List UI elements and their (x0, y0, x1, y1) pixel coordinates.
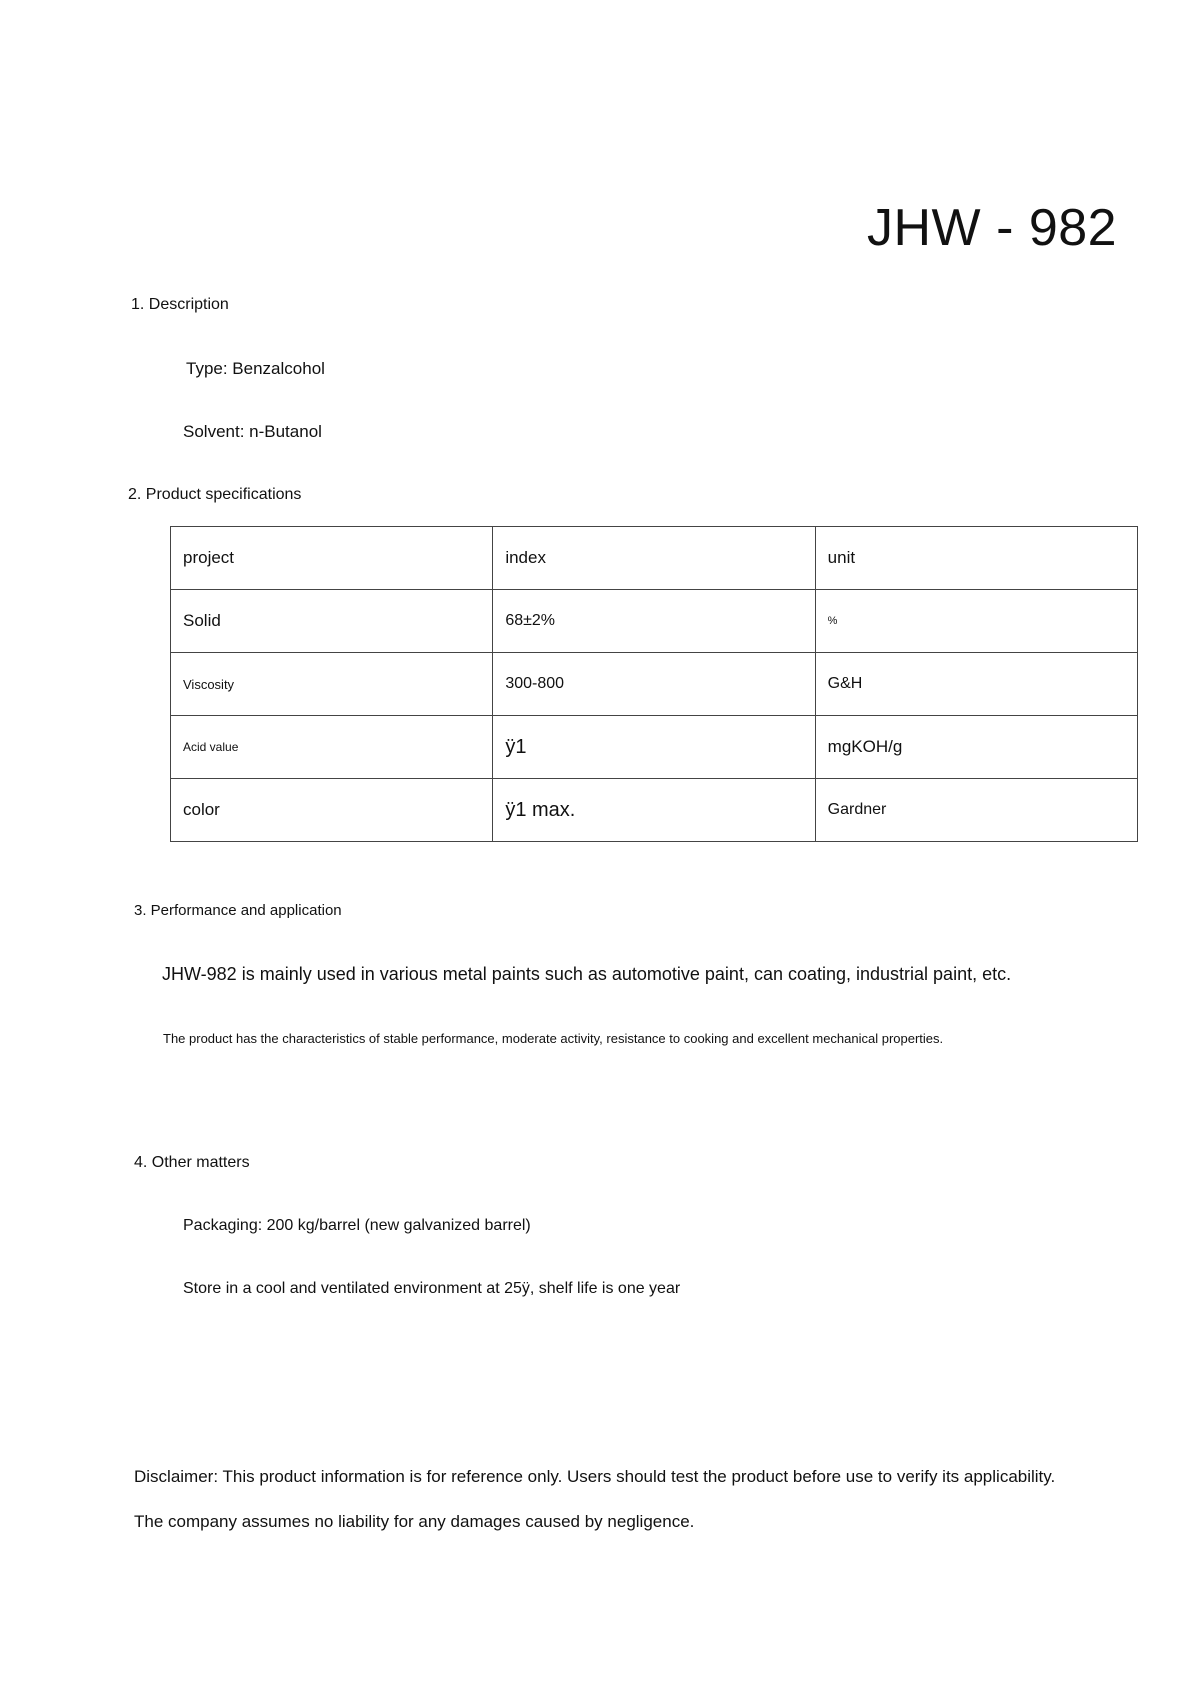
table-cell: color (171, 779, 493, 842)
table-cell: mgKOH/g (815, 716, 1137, 779)
column-header-project: project (171, 527, 493, 590)
table-cell: ÿ1 max. (493, 779, 815, 842)
storage-line: Store in a cool and ventilated environment at 25ÿ, shelf life is one year (183, 1280, 681, 1297)
table-cell: ÿ1 (493, 716, 815, 779)
column-header-unit: unit (815, 527, 1137, 590)
table-cell: G&H (815, 653, 1137, 716)
table-row-acid-value (171, 716, 1138, 779)
table-cell: 300-800 (493, 653, 815, 716)
performance-paragraph-2: The product has the characteristics of stable performance, moderate activity, resistance to cooking and excellent mechanical properties. (163, 1031, 944, 1046)
table-row-color (171, 779, 1138, 842)
table-cell: 68±2% (493, 590, 815, 653)
disclaimer-line-2: The company assumes no liability for any damages caused by negligence. (134, 1512, 695, 1531)
description-heading: 1. Description (131, 296, 229, 313)
column-header-index: index (493, 527, 815, 590)
table-header-row (171, 527, 1138, 590)
table-row-solid (171, 590, 1138, 653)
document-title: JHW - 982 (867, 199, 1118, 257)
solvent-line: Solvent: n-Butanol (183, 422, 322, 441)
table-row-viscosity (171, 653, 1138, 716)
other-matters-heading: 4. Other matters (134, 1154, 250, 1171)
performance-paragraph-1: JHW-982 is mainly used in various metal paints such as automotive paint, can coating, industrial paint, etc. (162, 964, 1012, 984)
specifications-heading: 2. Product specifications (128, 486, 302, 503)
specifications-table (170, 526, 1138, 842)
type-line: Type: Benzalcohol (186, 359, 325, 378)
table-cell: Acid value (171, 716, 493, 779)
disclaimer-line-1: Disclaimer: This product information is for reference only. Users should test the product before use to verify its applicability. (134, 1467, 1056, 1486)
performance-heading: 3. Performance and application (134, 902, 342, 919)
table-cell: Viscosity (171, 653, 493, 716)
packaging-line: Packaging: 200 kg/barrel (new galvanized barrel) (183, 1217, 531, 1234)
table-cell: Gardner (815, 779, 1137, 842)
table-cell: Solid (171, 590, 493, 653)
table-cell: % (815, 590, 1137, 653)
